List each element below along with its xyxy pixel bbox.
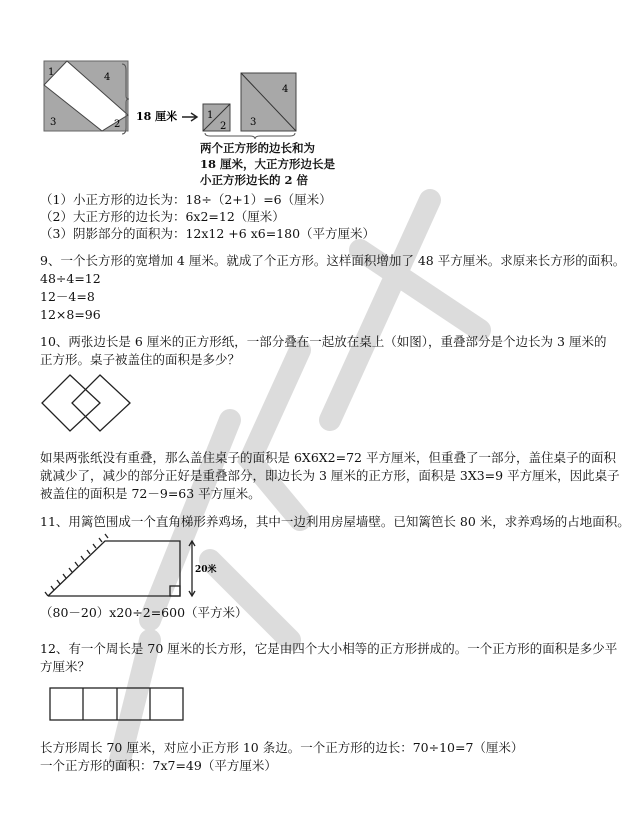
svg-text:4: 4 <box>104 72 111 83</box>
fig8-split-squares <box>203 73 296 139</box>
svg-text:2: 2 <box>114 119 121 130</box>
arrow-icon <box>182 113 197 121</box>
fig8-caption: 18 厘米，大正方形边长是 <box>200 157 336 171</box>
q10-overlapping-squares <box>42 375 130 431</box>
q10-answer-line: 被盖住的面积是 72－9=63 平方厘米。 <box>40 486 261 501</box>
q12-answer-line: 长方形周长 70 厘米，对应小正方形 10 条边。一个正方形的边长：70÷10=7（厘米） <box>40 740 524 755</box>
arrow-label: 18 厘米 <box>136 110 178 123</box>
svg-text:3: 3 <box>250 117 257 128</box>
svg-text:1: 1 <box>207 110 214 121</box>
q9-answer-line: 48÷4=12 <box>40 271 101 286</box>
q9-answer-line: 12×8=96 <box>40 307 101 322</box>
svg-text:4: 4 <box>282 84 289 95</box>
q8-answer-line: （1）小正方形的边长为：18÷（2+1）=6（厘米） <box>40 192 332 207</box>
q10-question: 10、两张边长是 6 厘米的正方形纸，一部分叠在一起放在桌上（如图），重叠部分是个边长为 3 厘米的 <box>40 334 607 349</box>
q8-answer-line: （3）阴影部分的面积为：12x12 +6 x6=180（平方厘米） <box>40 226 376 241</box>
q9-question: 9、一个长方形的宽增加 4 厘米。就成了个正方形。这样面积增加了 48 平方厘米。求原来长方形的面积。 <box>40 253 626 268</box>
q12-question: 方厘米？ <box>40 659 91 674</box>
q10-answer-line: 就减少了，减少的部分正好是重叠部分，即边长为 3 厘米的正方形，面积是 3X3=9 平方厘米，因此桌子 <box>40 468 620 483</box>
fig8-caption: 小正方形边长的 2 倍 <box>200 173 309 187</box>
q12-answer-line: 一个正方形的面积：7x7=49（平方厘米） <box>40 758 277 773</box>
q12-question: 12、有一个周长是 70 厘米的长方形，它是由四个大小相等的正方形拼成的。一个正方形的面积是多少平 <box>40 641 618 656</box>
fig8-big-square <box>44 61 129 134</box>
q9-answer-line: 12－4=8 <box>40 289 95 304</box>
svg-text:1: 1 <box>48 67 55 78</box>
svg-text:2: 2 <box>220 121 227 132</box>
q10-question: 正方形。桌子被盖住的面积是多少？ <box>40 352 241 367</box>
height-label: 20米 <box>195 565 217 575</box>
fig8-caption: 两个正方形的边长和为 <box>200 141 315 155</box>
q10-answer-line: 如果两张纸没有重叠，那么盖住桌子的面积是 6X6X2=72 平方厘米，但重叠了一部分，盖住桌子的面积 <box>40 450 616 465</box>
svg-text:3: 3 <box>50 117 57 128</box>
q11-answer: （80－20）x20÷2=600（平方米） <box>40 605 248 620</box>
q8-answer-line: （2）大正方形的边长为：6x2=12（厘米） <box>40 209 285 224</box>
q12-four-squares <box>50 688 183 720</box>
q11-question: 11、用篱笆围成一个直角梯形养鸡场，其中一边利用房屋墙壁。已知篱笆长 80 米，求养鸡场的占地面积。 <box>40 514 630 529</box>
q11-trapezoid <box>45 534 195 596</box>
